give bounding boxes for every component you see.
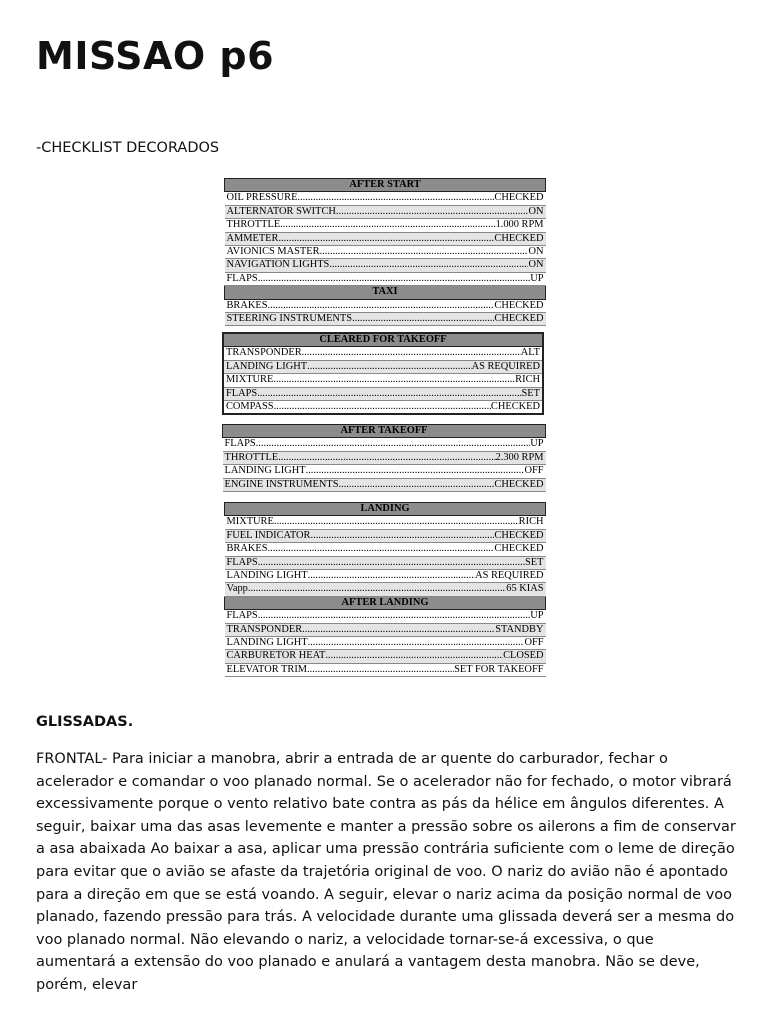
checklist-row: AMMETER ..... CHECKED: [225, 232, 546, 245]
checklist-row: LANDING LIGHT ..... AS REQUIRED: [223, 360, 543, 373]
checklist-row: FLAPS ..... UP: [223, 438, 546, 451]
page-title: MISSAO p6: [36, 34, 275, 78]
checklist-row: FLAPS ..... UP: [225, 272, 546, 285]
checklist-row: MIXTURE ..... RICH: [225, 516, 546, 529]
checklist-row: FUEL INDICATOR ..... CHECKED: [225, 529, 546, 542]
checklist-row: THROTTLE ..... 1.000 RPM: [225, 219, 546, 232]
section-header: AFTER LANDING: [225, 596, 546, 609]
checklist-row: TRANSPONDER ..... ALT: [223, 347, 543, 360]
checklist-subtitle: -CHECKLIST DECORADOS: [36, 140, 220, 156]
section-header: LANDING: [225, 503, 546, 516]
checklist-landing-after-landing: [224, 502, 546, 677]
checklist-after-takeoff: [222, 424, 546, 492]
checklist-row: ENGINE INSTRUMENTS ..... CHECKED: [223, 478, 546, 491]
body-paragraph: FRONTAL- Para iniciar a manobra, abrir a entrada de ar quente do carburador, fechar o acelerador e comandar o voo planado normal. Se o acelerador não for fechado, o motor vibrará excessivamente porque o vento relativo bate contra as pás da hélice em ângulos diferentes. A seguir, baixar uma das asas levemente e manter a pressão sobre os ailerons a fim de conservar a asa abaixada Ao baixar a asa, aplicar uma pressão contrária suficiente com o leme de direção para evitar que o avião se afaste da trajetória original de voo. O nariz do avião não é apontado para a direção em que se está voando. A seguir, elevar o nariz acima da posição normal de voo planado, fazendo pressão para trás. A velocidade durante uma glissada deverá ser a mesma do voo planado normal. Não elevando o nariz, a velocidade tornar-se-á excessiva, o que aumentará a extensão do voo planado e anulará a vantagem desta manobra. Não se deve, porém, elevar: [36, 751, 736, 993]
checklist-row: BRAKES ..... CHECKED: [225, 299, 546, 312]
checklist-row: TRANSPONDER ..... STANDBY: [225, 623, 546, 636]
section-header: CLEARED FOR TAKEOFF: [223, 333, 543, 347]
checklist-row: FLAPS ..... SET: [225, 556, 546, 569]
section-header: AFTER START: [225, 179, 546, 192]
checklist-row: COMPASS ..... CHECKED: [223, 401, 543, 415]
checklist-row: Vapp ..... 65 KIAS: [225, 583, 546, 596]
checklist-row: LANDING LIGHT ..... AS REQUIRED: [225, 570, 546, 583]
checklist-row: AVIONICS MASTER ..... ON: [225, 246, 546, 259]
checklist-row: LANDING LIGHT ..... OFF: [223, 465, 546, 478]
section-header: TAXI: [225, 286, 546, 299]
section-heading-glissadas: GLISSADAS.: [36, 714, 134, 730]
checklist-after-start-taxi: [224, 178, 546, 326]
checklist-row: ALTERNATOR SWITCH ..... ON: [225, 205, 546, 218]
checklist-row: BRAKES ..... CHECKED: [225, 543, 546, 556]
checklist-row: MIXTURE ..... RICH: [223, 374, 543, 387]
checklist-row: CARBURETOR HEAT ..... CLOSED: [225, 650, 546, 663]
checklist-row: FLAPS ..... SET: [223, 387, 543, 400]
checklist-row: LANDING LIGHT ..... OFF: [225, 637, 546, 650]
checklist-row: ELEVATOR TRIM ..... SET FOR TAKEOFF: [225, 663, 546, 676]
checklist-row: OIL PRESSURE ..... CHECKED: [225, 192, 546, 205]
section-header: AFTER TAKEOFF: [223, 425, 546, 438]
checklist-row: FLAPS ..... UP: [225, 610, 546, 623]
checklist-row: STEERING INSTRUMENTS ..... CHECKED: [225, 313, 546, 326]
checklist-cleared-for-takeoff: [222, 332, 544, 415]
checklist-row: THROTTLE ..... 2.300 RPM: [223, 451, 546, 464]
checklist-row: NAVIGATION LIGHTS ..... ON: [225, 259, 546, 272]
